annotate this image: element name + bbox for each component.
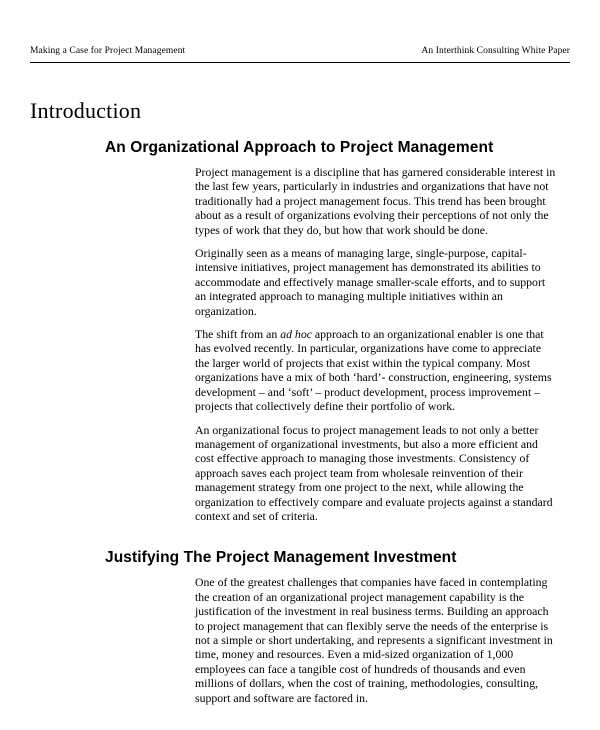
- document-header: [30, 46, 570, 63]
- section-justifying-investment: [30, 549, 570, 705]
- paragraph: An organizational focus to project management leads to not only a better management of organizational investments, but also a more efficient and cost effective approach to managing those investments. Consistency of approach saves each project team from wholesale reinvention of their management strategy from one project to the next, while allowing the organization to effectively compare and evaluate projects against a standard context and set of criteria.: [195, 422, 553, 523]
- paragraph-text: approach to an organizational enabler is one that has evolved recently. In particular, organizations have come to appreciate the larger world of projects that exist within the typical company. Most organizations have a mix of both ‘hard’- construction, engineering, systems development – and ‘soft’ – product development, process improvement – projects that collectively define their portfolio of work.: [195, 327, 552, 414]
- header-right-title: An Interthink Consulting White Paper: [421, 46, 570, 56]
- paragraph: Project management is a discipline that has garnered considerable interest in the last few years, particularly in industries and organizations that have not traditionally had a project management focus. This trend has been brought about as a result of organizations evolving their perceptions of not only the types of work that they do, but how that work should be done.: [195, 165, 556, 237]
- italic-phrase: ad hoc: [280, 327, 312, 342]
- paragraph-text: The shift from an: [195, 327, 281, 342]
- paragraph: One of the greatest challenges that companies have faced in contemplating the creation of an organizational project management capability is the justification of the investment in real business terms. Building an approach to project management that can flexibly serve the needs of the enterprise is not a simple or short undertaking, and represents a significant investment in time, money and resources. Even a mid-sized organization of 1,000 employees can face a tangible cost of hundreds of thousands and even millions of dollars, when the cost of training, methodologies, consulting, support and software are factored in.: [195, 575, 553, 705]
- document-content: [30, 98, 570, 714]
- paragraph: [195, 327, 558, 413]
- page-title: Introduction: [30, 98, 142, 123]
- paragraph: Originally seen as a means of managing large, single-purpose, capital-intensive initiatives, project management has demonstrated its abilities to accommodate and effectively manage smaller-scale efforts, and to support an integrated approach to managing multiple initiatives within an organization.: [195, 246, 546, 318]
- header-left-title: Making a Case for Project Management: [30, 46, 186, 56]
- section-heading: Justifying The Project Management Investment: [105, 549, 457, 567]
- section-organizational-approach: [30, 139, 570, 523]
- section-heading: An Organizational Approach to Project Management: [105, 139, 494, 156]
